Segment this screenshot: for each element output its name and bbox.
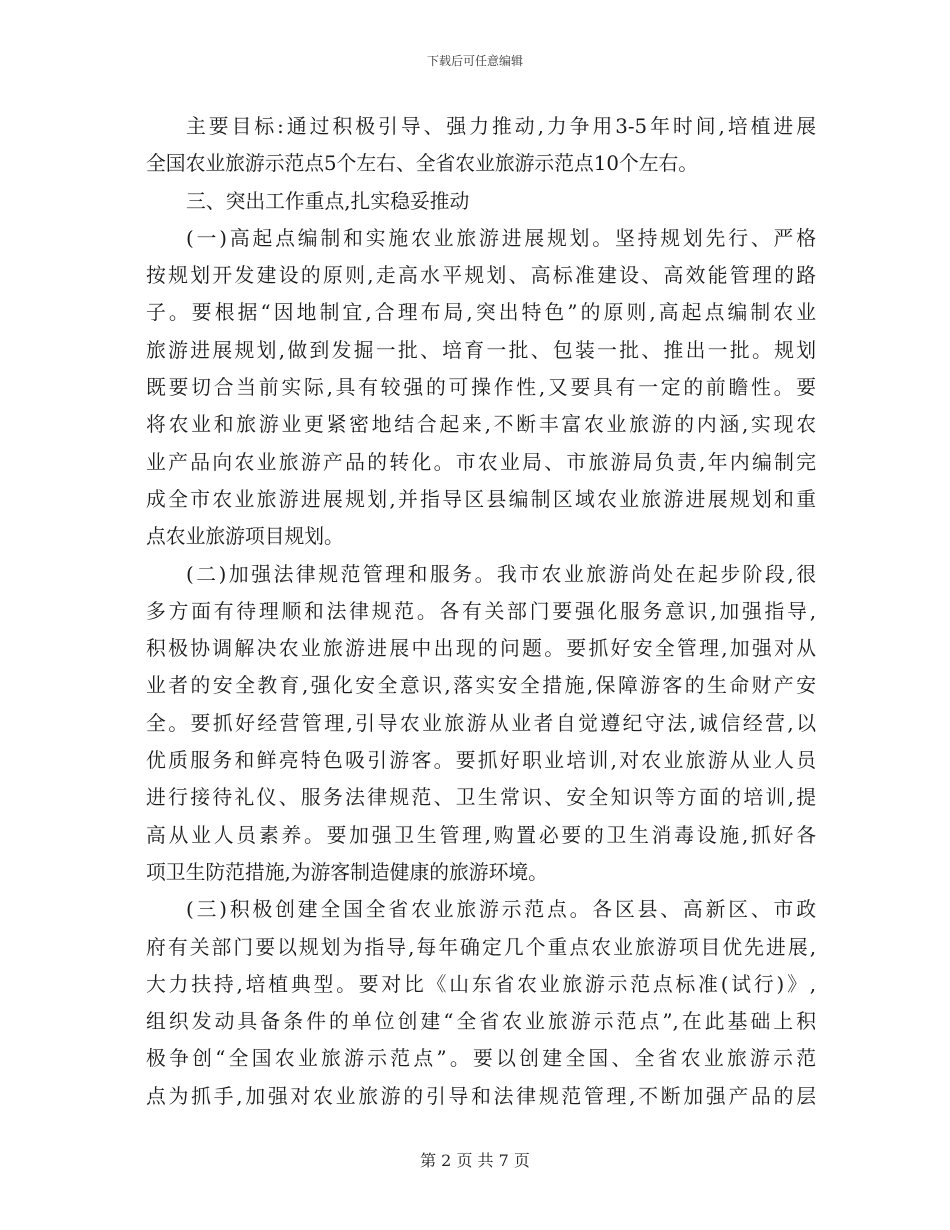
text-line: (一)高起点编制和实施农业旅游进展规划。坚持规划先行、严格 <box>186 226 816 250</box>
text-line: 积极协调解决农业旅游进展中出现的问题。要抓好安全管理,加强对从 <box>146 637 816 661</box>
text-line: 组织发动具备条件的单位创建“全省农业旅游示范点”,在此基础上积 <box>146 1010 816 1034</box>
text-line: 极争创“全国农业旅游示范点”。要以创建全国、全省农业旅游示范 <box>146 1047 816 1071</box>
text-line: 全国农业旅游示范点5个左右、全省农业旅游示范点10个左右。 <box>146 152 699 176</box>
text-line: 主要目标:通过积极引导、强力推动,力争用3-5年时间,培植进展 <box>186 115 816 138</box>
text-line: 进行接待礼仪、服务法律规范、卫生常识、安全知识等方面的培训,提 <box>146 786 816 810</box>
text-line: 全。要抓好经营管理,引导农业旅游从业者自觉遵纪守法,诚信经营,以 <box>146 711 816 735</box>
text-line: 按规划开发建设的原则,走高水平规划、高标准建设、高效能管理的路 <box>146 264 816 288</box>
text-line: 既要切合当前实际,具有较强的可操作性,又要具有一定的前瞻性。要 <box>146 376 816 400</box>
text-line: 多方面有待理顺和法律规范。各有关部门要强化服务意识,加强指导, <box>146 599 816 623</box>
text-line: (二)加强法律规范管理和服务。我市农业旅游尚处在起步阶段,很 <box>186 562 816 586</box>
text-line: 三、突出工作重点,扎实稳妥推动 <box>186 189 470 213</box>
page-header: 下载后可任意编辑 <box>426 54 523 68</box>
page-footer: 第 2 页 共 7 页 <box>420 1151 530 1170</box>
text-line: (三)积极创建全国全省农业旅游示范点。各区县、高新区、市政 <box>186 898 816 922</box>
text-line: 府有关部门要以规划为指导,每年确定几个重点农业旅游项目优先进展, <box>146 935 816 959</box>
text-line: 高从业人员素养。要加强卫生管理,购置必要的卫生消毒设施,抓好各 <box>146 823 816 847</box>
text-line: 优质服务和鲜亮特色吸引游客。要抓好职业培训,对农业旅游从业人员 <box>146 749 816 773</box>
text-line: 业产品向农业旅游产品的转化。市农业局、市旅游局负责,年内编制完 <box>146 450 816 474</box>
text-line: 业者的安全教育,强化安全意识,落实安全措施,保障游客的生命财产安 <box>146 674 816 698</box>
text-line: 大力扶持,培植典型。要对比《山东省农业旅游示范点标准(试行)》, <box>146 972 816 996</box>
text-line: 将农业和旅游业更紧密地结合起来,不断丰富农业旅游的内涵,实现农 <box>146 413 816 437</box>
document-body <box>146 108 816 1115</box>
text-line: 项卫生防范措施,为游客制造健康的旅游环境。 <box>146 860 548 884</box>
text-line: 成全市农业旅游进展规划,并指导区县编制区域农业旅游进展规划和重 <box>146 487 816 511</box>
text-line: 子。要根据“因地制宜,合理布局,突出特色”的原则,高起点编制农业 <box>146 301 816 325</box>
text-line: 点为抓手,加强对农业旅游的引导和法律规范管理,不断加强产品的层 <box>146 1084 816 1108</box>
text-line: 点农业旅游项目规划。 <box>146 525 344 549</box>
text-line: 旅游进展规划,做到发掘一批、培育一批、包装一批、推出一批。规划 <box>146 338 816 362</box>
